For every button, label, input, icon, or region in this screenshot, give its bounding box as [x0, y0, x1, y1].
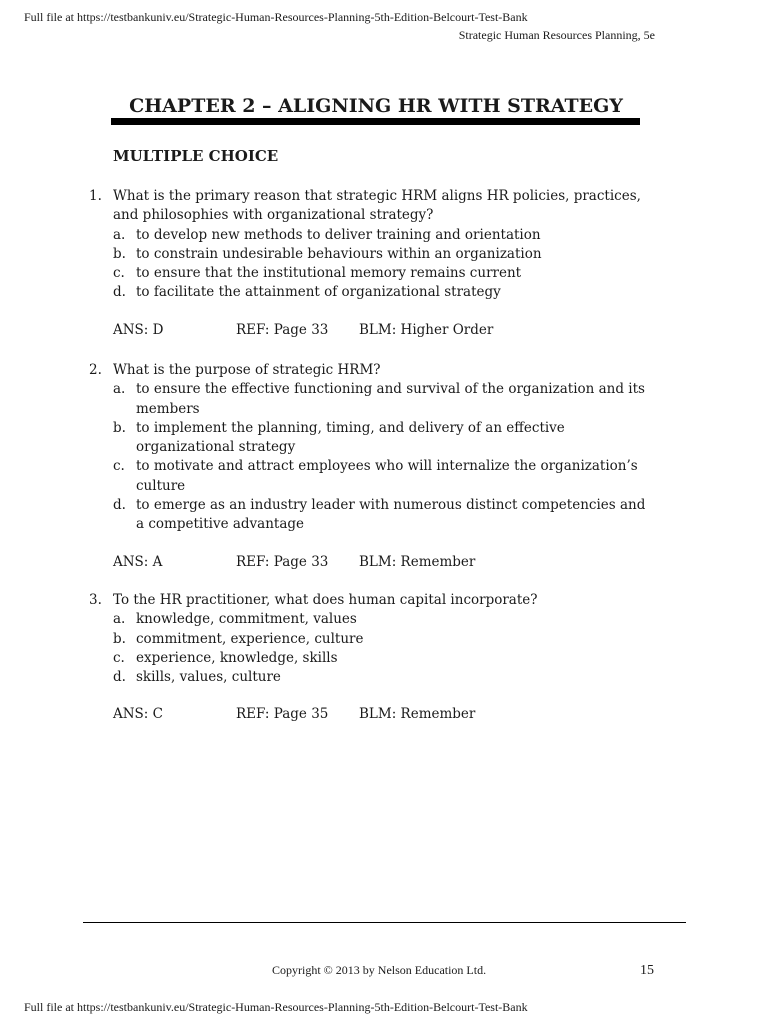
option-letter: c. [113, 265, 125, 282]
title-rule [111, 118, 640, 125]
footer-rule [83, 922, 686, 923]
option-letter: b. [113, 245, 126, 262]
option-d [113, 496, 646, 535]
option-text: knowledge, commitment, values [136, 611, 357, 628]
copyright-notice: Copyright © 2013 by Nelson Education Ltd. [272, 963, 487, 977]
footer-source-link[interactable]: Full file at https://testbankuniv.eu/Strategic-Human-Resources-Planning-5th-Edition-Belcourt-Test-Bank [24, 1000, 528, 1014]
header-source-link[interactable]: Full file at https://testbankuniv.eu/Strategic-Human-Resources-Planning-5th-Edition-Belcourt-Test-Bank [24, 10, 528, 24]
answer-key-row [0, 553, 768, 573]
bloom-level: BLM: Remember [359, 706, 476, 723]
answer-options [0, 380, 768, 534]
option-c [113, 264, 646, 283]
option-letter: d. [113, 669, 126, 686]
answer-value: ANS: A [113, 553, 163, 570]
option-text: skills, values, culture [136, 669, 281, 686]
option-text: to constrain undesirable behaviours within an organization [136, 245, 542, 262]
option-text: to ensure that the institutional memory remains current [136, 265, 522, 282]
question-number: 3. [89, 592, 102, 608]
option-letter: a. [113, 611, 126, 628]
question-number: 2. [89, 362, 102, 378]
reference-page: REF: Page 33 [236, 321, 329, 338]
answer-key-row [0, 321, 768, 341]
option-text: to ensure the effective functioning and survival of the organization and its members [136, 381, 645, 417]
answer-value: ANS: D [113, 321, 164, 338]
option-text: to emerge as an industry leader with numerous distinct competencies and a competitive advantage [136, 497, 646, 533]
option-letter: b. [113, 419, 126, 436]
option-a [113, 380, 646, 419]
question-1 [0, 187, 768, 341]
option-b [113, 245, 646, 264]
answer-value: ANS: C [113, 706, 163, 723]
running-head: Strategic Human Resources Planning, 5e [458, 28, 655, 42]
bloom-level: BLM: Higher Order [359, 321, 494, 338]
question-text: What is the primary reason that strategic HRM aligns HR policies, practices, and philosophies with organizational strategy? [113, 188, 641, 224]
option-text: to facilitate the attainment of organizational strategy [136, 284, 501, 301]
option-letter: c. [113, 458, 125, 475]
question-3 [0, 591, 768, 725]
option-letter: a. [113, 226, 126, 243]
answer-options [0, 226, 768, 303]
question-stem [89, 591, 653, 610]
answer-key-row [0, 705, 768, 725]
option-letter: c. [113, 649, 125, 666]
option-text: commitment, experience, culture [136, 630, 364, 647]
option-d [113, 283, 646, 302]
reference-page: REF: Page 33 [236, 553, 329, 570]
option-b [113, 630, 646, 649]
question-number: 1. [89, 188, 102, 204]
option-c [113, 457, 646, 496]
option-a [113, 226, 646, 245]
bloom-level: BLM: Remember [359, 553, 476, 570]
reference-page: REF: Page 35 [236, 706, 329, 723]
option-c [113, 649, 646, 668]
chapter-title: CHAPTER 2 – ALIGNING HR WITH STRATEGY [129, 95, 623, 117]
question-stem [89, 187, 653, 226]
option-letter: b. [113, 630, 126, 647]
option-d [113, 668, 646, 687]
option-b [113, 419, 646, 458]
option-text: to implement the planning, timing, and delivery of an effective organizational strategy [136, 419, 565, 456]
question-text: What is the purpose of strategic HRM? [113, 362, 381, 378]
option-text: to motivate and attract employees who will internalize the organization’s culture [136, 458, 638, 494]
answer-options [0, 610, 768, 687]
option-text: experience, knowledge, skills [136, 649, 338, 666]
section-heading: MULTIPLE CHOICE [113, 147, 279, 165]
page-number: 15 [640, 963, 654, 978]
option-text: to develop new methods to deliver training and orientation [136, 226, 541, 243]
question-text: To the HR practitioner, what does human capital incorporate? [113, 592, 538, 608]
question-2 [0, 361, 768, 573]
option-letter: d. [113, 497, 126, 514]
option-letter: d. [113, 284, 126, 301]
option-a [113, 610, 646, 629]
question-stem [89, 361, 653, 380]
option-letter: a. [113, 381, 126, 398]
